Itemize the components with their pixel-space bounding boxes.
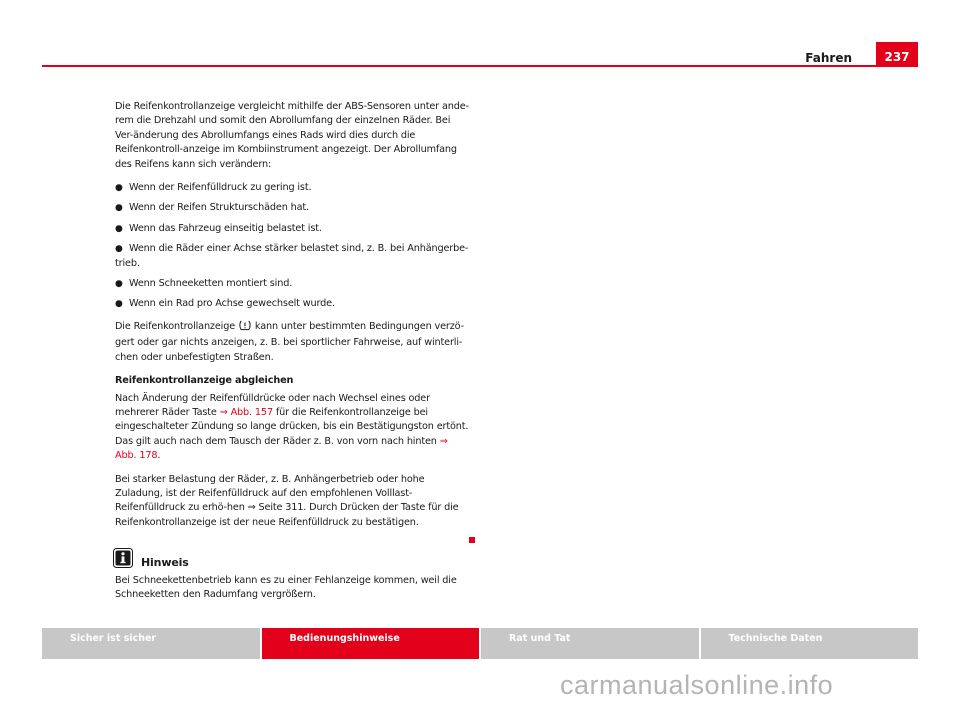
footer-tab-rat-und-tat[interactable]: Rat und Tat [481, 628, 699, 659]
list-item: ● Wenn die Räder einer Achse stärker belastet sind, z. B. bei Anhängerbe-trieb. [115, 243, 469, 269]
bullet-icon: ● [115, 299, 123, 310]
main-content [115, 100, 471, 611]
load-paragraph: Bei starker Belastung der Räder, z. B. Anhängerbetrieb oder hohe Zuladung, ist der Reifenfülldruck auf den empfohlenen Volllast-Reifenfülldruck zu erhö-hen ⇒ Seite 311. Durch Drücken der Taste für die Reifenkontrollanzeige ist der neue Reifenfülldruck zu bestätigen. [115, 473, 459, 528]
list-item: ● Wenn ein Rad pro Achse gewechselt wurde. [115, 297, 471, 311]
footer-tab-bedienungshinweise[interactable]: Bedienungshinweise [262, 628, 480, 659]
bullet-icon: ● [115, 279, 123, 290]
condition-list [115, 181, 471, 312]
section-title: Fahren [805, 51, 852, 65]
footer-tab-technische-daten[interactable]: Technische Daten [701, 628, 919, 659]
list-item: ● Wenn der Reifen Strukturschäden hat. [115, 201, 471, 215]
list-item: ● Wenn Schneeketten montiert sind. [115, 277, 471, 291]
list-item: ● Wenn das Fahrzeug einseitig belastet ist. [115, 222, 471, 236]
note-info-icon [113, 548, 133, 568]
note-header [115, 546, 471, 570]
bullet-icon: ● [115, 223, 123, 234]
bullet-icon: ● [115, 203, 123, 214]
bullet-icon: ● [115, 244, 123, 255]
footer-nav [42, 628, 918, 659]
section-end-marker [469, 537, 475, 543]
header-rule [42, 65, 918, 67]
calibration-paragraph: Nach Änderung der Reifenfülldrücke oder nach Wechsel eines oder mehrerer Räder Taste ⇒ Abb. 157 für die Reifenkontrollanzeige bei eingeschalteter Zündung so lange drücken, bis ein Bestätigungston ertönt. Das gilt auch nach dem Tausch der Räder z. B. von vorn nach hinten ⇒ Abb. 178. [115, 392, 469, 462]
note-text: Bei Schneekettenbetrieb kann es zu einer Fehlanzeige kommen, weil die Schneeketten den Radumfang vergrößern. [115, 574, 457, 600]
watermark: carmanualsonline.info [560, 670, 834, 700]
bullet-icon: ● [115, 183, 123, 194]
note-title: Hinweis [141, 556, 189, 570]
figure-link[interactable]: ⇒ Abb. 178 [115, 435, 448, 462]
list-item: ● Wenn der Reifenfülldruck zu gering ist. [115, 181, 471, 195]
footer-tab-sicher-ist-sicher[interactable]: Sicher ist sicher [42, 628, 260, 659]
figure-link[interactable]: ⇒ Abb. 157 [219, 406, 273, 418]
tire-pressure-warning-icon [239, 320, 251, 336]
section-subheading: Reifenkontrollanzeige abgleichen [115, 375, 294, 387]
page-number: 237 [876, 42, 918, 67]
intro-paragraph: Die Reifenkontrollanzeige vergleicht mithilfe der ABS-Sensoren unter ande-rem die Drehzahl und somit den Abrollumfang der einzelnen Räder. Bei Ver-änderung des Abrollumfangs eines Rads wird dies durch die Reifenkontroll-anzeige im Kombiinstrument angezeigt. Der Abrollumfang des Reifens kann sich verändern: [115, 101, 469, 170]
tpms-paragraph: Die Reifenkontrollanzeige kann unter bestimmten Bedingungen verzö-gert oder gar nichts anzeigen, z. B. bei sportlicher Fahrweise, auf winterli-chen oder unbefestigten Straßen. [115, 320, 464, 363]
